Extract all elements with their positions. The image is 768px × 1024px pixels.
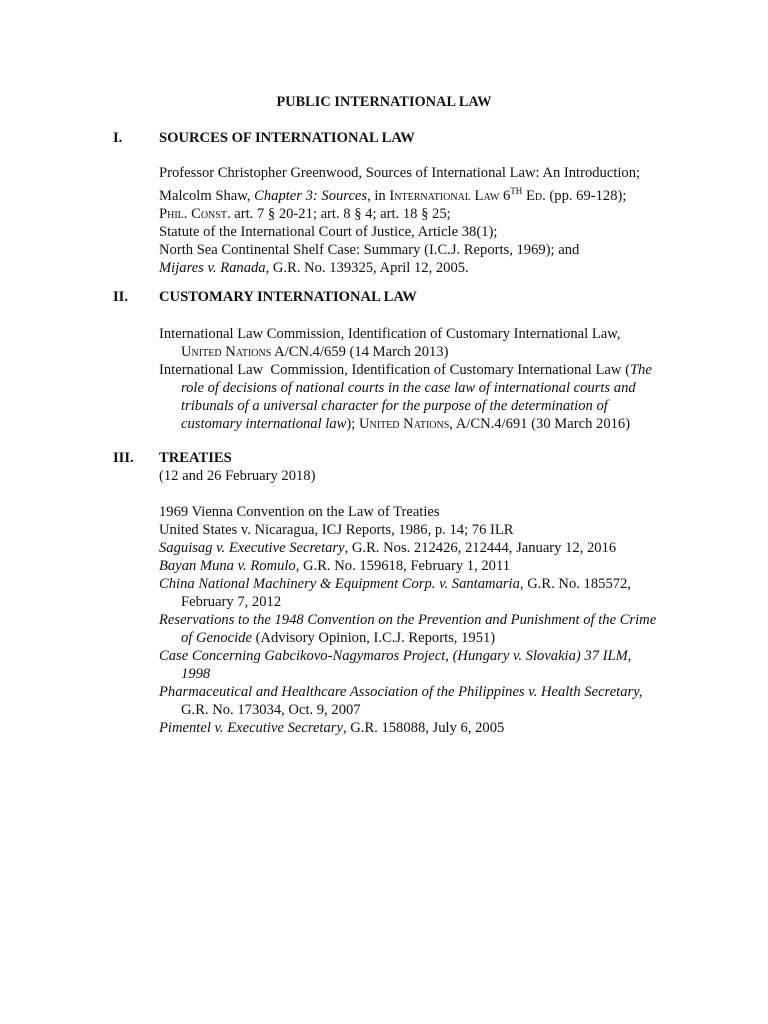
section-3-body [159,503,689,737]
section-3-heading: TREATIES [159,450,232,466]
section-3-line-5: China National Machinery & Equipment Corp. v. Santamaria, G.R. No. 185572, [159,576,631,592]
section-3-line-13: Pimentel v. Executive Secretary, G.R. 158088, July 6, 2005 [159,720,505,736]
section-2-heading: CUSTOMARY INTERNATIONAL LAW [159,289,417,305]
section-1-heading: SOURCES OF INTERNATIONAL LAW [159,130,415,146]
section-3-line-12: G.R. No. 173034, Oct. 9, 2007 [181,702,361,718]
section-3-line-1: 1969 Vienna Convention on the Law of Treaties [159,504,440,520]
section-1-body [159,164,689,277]
section-1-line-6: Mijares v. Ranada, G.R. No. 139325, April 12, 2005. [159,259,469,276]
section-3-line-2: United States v. Nicaragua, ICJ Reports, 1986, p. 14; 76 ILR [159,522,514,538]
section-2-line-3: International Law Commission, Identification of Customary International Law (The [159,362,652,378]
section-3-line-6: February 7, 2012 [181,594,282,610]
section-1-line-4: Statute of the International Court of Justice, Article 38(1); [159,223,498,240]
section-3-line-4: Bayan Muna v. Romulo, G.R. No. 159618, February 1, 2011 [159,558,511,574]
section-1-number: I. [113,130,123,146]
document-title: PUBLIC INTERNATIONAL LAW [276,94,492,110]
section-2-line-2: United Nations A/CN.4/659 (14 March 2013) [181,344,449,360]
section-3-line-3: Saguisag v. Executive Secretary, G.R. Nos. 212426, 212444, January 12, 2016 [159,540,617,556]
section-3-line-9: Case Concerning Gabcikovo-Nagymaros Project, (Hungary v. Slovakia) 37 ILM, [159,648,632,664]
section-1-line-3: Phil. Const. art. 7 § 20-21; art. 8 § 4; art. 18 § 25; [159,205,451,222]
section-2-body [159,325,689,433]
section-3-subheading: (12 and 26 February 2018) [159,468,316,484]
section-2-number: II. [113,289,129,305]
section-3-number: III. [113,450,134,466]
section-2-line-1: International Law Commission, Identification of Customary International Law, [159,326,621,342]
section-3-line-11: Pharmaceutical and Healthcare Association of the Philippines v. Health Secretary, [159,684,643,700]
section-1-line-1: Professor Christopher Greenwood, Sources of International Law: An Introduction; [159,165,641,181]
section-3-line-10: 1998 [181,666,211,682]
section-1-line-5: North Sea Continental Shelf Case: Summary (I.C.J. Reports, 1969); and [159,241,580,258]
section-2-line-6: customary international law); United Nations, A/CN.4/691 (30 March 2016) [181,416,631,432]
section-3-line-7: Reservations to the 1948 Convention on the Prevention and Punishment of the Crime [159,612,657,628]
section-3-line-8: of Genocide (Advisory Opinion, I.C.J. Reports, 1951) [181,630,496,646]
section-2-line-5: tribunals of a universal character for the purpose of the determination of [181,398,608,414]
section-1-line-2: Malcolm Shaw, Chapter 3: Sources, in International Law 6TH Ed. (pp. 69-128); [159,186,627,204]
section-2-line-4: role of decisions of national courts in the case law of international courts and [181,380,636,396]
